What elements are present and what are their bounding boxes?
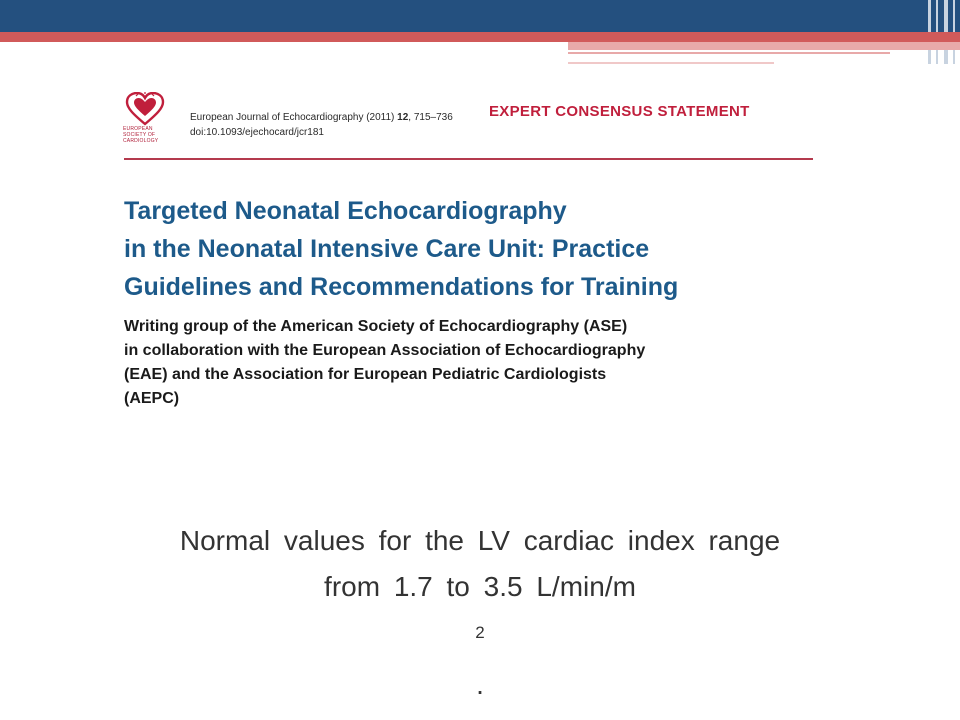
citation-line: European Journal of Echocardiography (2011) 12, 715–736 xyxy=(190,112,453,123)
title-line: Guidelines and Recommendations for Training xyxy=(124,273,679,301)
author-line: in collaboration with the European Association of Echocardiography xyxy=(124,342,646,359)
journal-citation xyxy=(190,110,453,140)
slide-top-bar xyxy=(0,0,960,32)
slide-red-band xyxy=(0,32,960,42)
article-title xyxy=(124,192,824,306)
statement-line-1: Normal values for the LV cardiac index range xyxy=(179,525,781,556)
slide-pink-line-thin xyxy=(568,62,774,64)
slide-pink-line xyxy=(568,52,890,54)
author-group xyxy=(124,315,844,411)
cardiac-index-statement xyxy=(0,518,960,708)
author-line: (EAE) and the Association for European Pediatric Cardiologists xyxy=(124,366,607,383)
author-line: Writing group of the American Society of Echocardiography (ASE) xyxy=(124,318,628,335)
doi-line: doi:10.1093/ejechocard/jcr181 xyxy=(190,127,324,138)
title-line: Targeted Neonatal Echocardiography xyxy=(124,197,567,225)
article-type-label: EXPERT CONSENSUS STATEMENT xyxy=(489,103,750,120)
header-divider xyxy=(124,158,813,160)
statement-line-2: from 1.7 to 3.5 L/min/m $^2$ . xyxy=(324,571,636,701)
logo-text: EUROPEAN SOCIETY OF CARDIOLOGY xyxy=(123,126,159,144)
title-line: in the Neonatal Intensive Care Unit: Practice xyxy=(124,235,650,263)
author-line: (AEPC) xyxy=(124,390,180,407)
heart-logo-icon xyxy=(125,92,165,126)
slide-pink-band xyxy=(568,42,960,50)
esc-logo xyxy=(123,92,177,152)
